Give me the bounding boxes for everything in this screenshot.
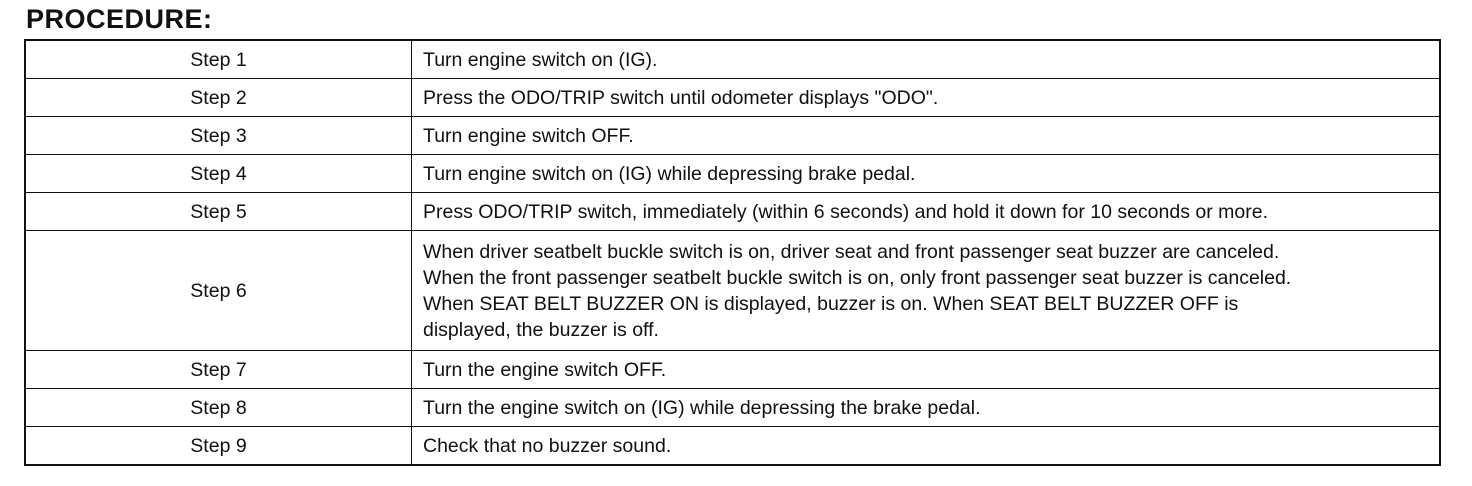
step-description (412, 79, 1441, 117)
step-label: Step 3 (25, 117, 412, 155)
table-row (25, 117, 1440, 155)
description-line: When the front passenger seatbelt buckle switch is on, only front passenger seat buzzer is canceled. (423, 266, 1292, 289)
step-description (412, 193, 1441, 231)
step-description (412, 231, 1441, 351)
step-description (412, 40, 1441, 79)
description-line: Turn engine switch OFF. (423, 124, 634, 147)
table-row (25, 155, 1440, 193)
step-label: Step 9 (25, 427, 412, 466)
step-description (412, 427, 1441, 466)
step-label: Step 7 (25, 351, 412, 389)
step-label: Step 2 (25, 79, 412, 117)
description-line: Turn the engine switch on (IG) while depressing the brake pedal. (423, 396, 981, 419)
step-label: Step 1 (25, 40, 412, 79)
table-row (25, 389, 1440, 427)
step-label: Step 5 (25, 193, 412, 231)
step-description (412, 351, 1441, 389)
table-row (25, 231, 1440, 351)
description-line: Check that no buzzer sound. (423, 434, 672, 457)
description-line: Turn engine switch on (IG) while depressing brake pedal. (423, 162, 916, 185)
description-line: When SEAT BELT BUZZER ON is displayed, buzzer is on. When SEAT BELT BUZZER OFF is (423, 292, 1239, 315)
description-line: Press ODO/TRIP switch, immediately (within 6 seconds) and hold it down for 10 seconds or more. (423, 200, 1268, 223)
procedure-table (24, 39, 1441, 466)
description-line: Turn engine switch on (IG). (423, 48, 658, 71)
description-line: displayed, the buzzer is off. (423, 318, 659, 341)
description-line: Press the ODO/TRIP switch until odometer displays "ODO". (423, 86, 939, 109)
description-line: When driver seatbelt buckle switch is on, driver seat and front passenger seat buzzer are canceled. (423, 240, 1280, 263)
table-row (25, 351, 1440, 389)
step-description (412, 389, 1441, 427)
step-description (412, 155, 1441, 193)
step-label: Step 6 (25, 231, 412, 351)
page-title: PROCEDURE: (26, 4, 213, 34)
table-row (25, 427, 1440, 466)
step-description (412, 117, 1441, 155)
table-row (25, 79, 1440, 117)
table-row (25, 193, 1440, 231)
step-label: Step 8 (25, 389, 412, 427)
table-row (25, 40, 1440, 79)
description-line: Turn the engine switch OFF. (423, 358, 667, 381)
step-label: Step 4 (25, 155, 412, 193)
